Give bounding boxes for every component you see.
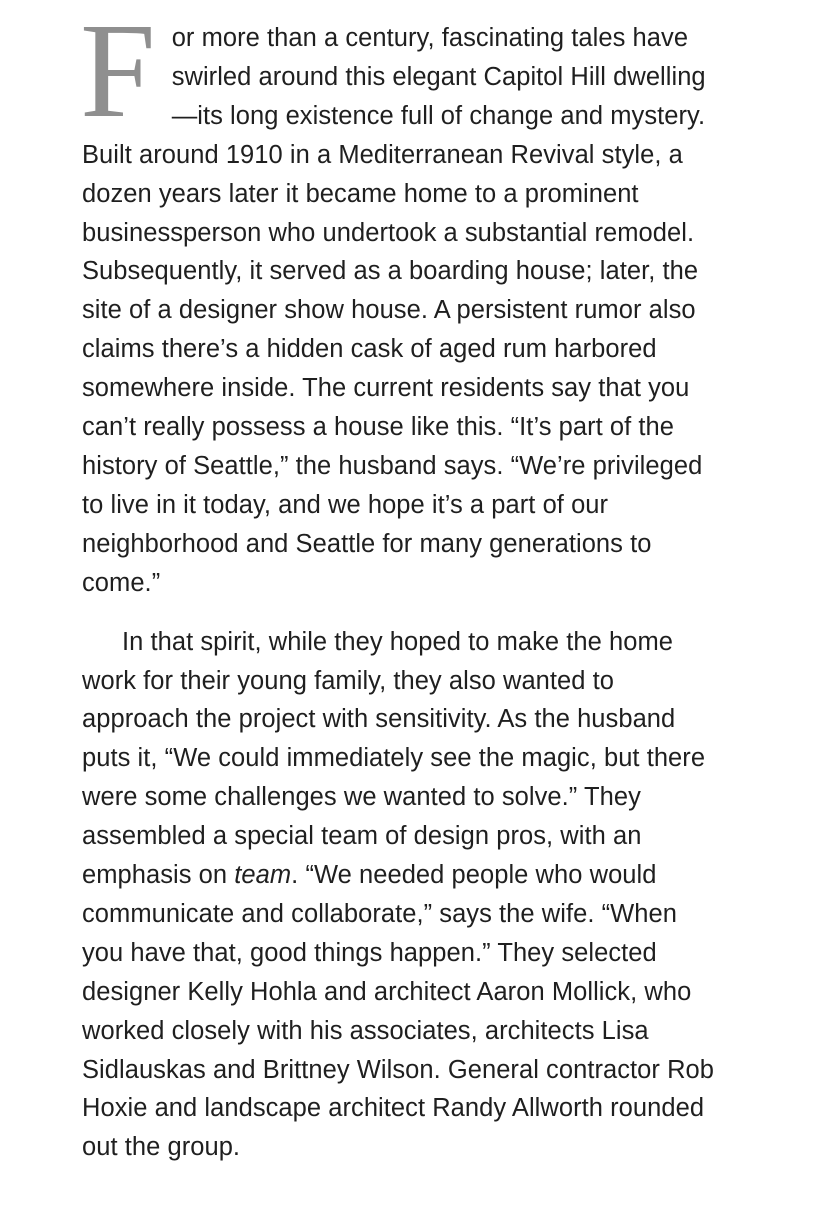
text-line: Built around 1910 in a Mediterranean Revival style, a [82,140,683,169]
emphasized-word: team [234,861,292,890]
text-line: site of a designer show house. A persistent rumor also [82,296,696,325]
text-line: you have that, good things happen.” They selected [82,938,657,967]
text-line: In that spirit, while they hoped to make the home [122,627,674,656]
text-line: Subsequently, it served as a boarding house; later, the [82,257,699,286]
text-line: were some challenges we wanted to solve.” They [82,783,641,812]
text-line: communicate and collaborate,” says the wife. “When [82,899,677,928]
text-line: approach the project with sensitivity. As the husband [82,705,676,734]
text-line [82,856,752,895]
text-line: businessperson who undertook a substantial remodel. [82,218,695,247]
article-body [80,0,752,1167]
text-line: —its long existence full of change and mystery. [171,101,706,130]
text-line: out the group. [82,1133,241,1162]
text-line: come.” [82,568,161,597]
text-line: Hoxie and landscape architect Randy Allworth rounded [82,1094,705,1123]
paragraph-1 [80,0,752,603]
text-line: puts it, “We could immediately see the magic, but there [82,744,706,773]
text-line: Sidlauskas and Brittney Wilson. General contractor Rob [82,1055,714,1084]
text-line: somewhere inside. The current residents say that you [82,374,690,403]
text-line: history of Seattle,” the husband says. “We’re privileged [82,451,703,480]
text-line: work for their young family, they also wanted to [82,666,615,695]
text-line: or more than a century, fascinating tales have [171,24,689,52]
drop-cap: F [80,0,156,146]
text-line: dozen years later it became home to a prominent [82,179,639,208]
text-segment: . “We needed people who would [291,861,657,890]
text-line: worked closely with his associates, architects Lisa [82,1016,649,1045]
paragraph-2 [82,623,752,1168]
text-line: assembled a special team of design pros, with an [82,822,642,851]
text-line: neighborhood and Seattle for many generations to [82,529,652,558]
text-line: swirled around this elegant Capitol Hill dwelling [171,62,706,91]
text-line: claims there’s a hidden cask of aged rum harbored [82,335,657,364]
text-line: can’t really possess a house like this. “It’s part of the [82,413,675,442]
text-line: designer Kelly Hohla and architect Aaron Mollick, who [82,977,692,1006]
text-line: to live in it today, and we hope it’s a part of our [82,490,609,519]
text-segment: emphasis on [82,861,235,890]
